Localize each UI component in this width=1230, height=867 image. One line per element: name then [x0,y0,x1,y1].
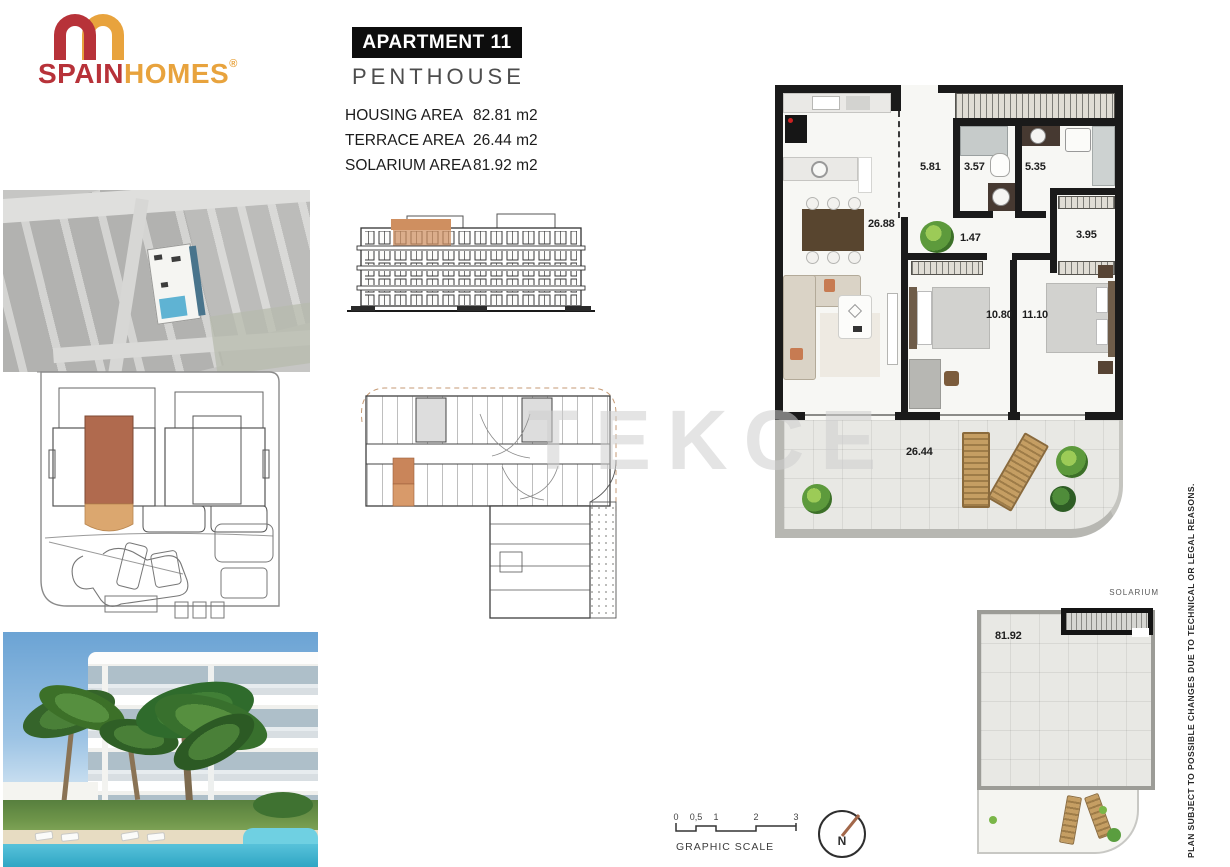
bathroom-vanity [988,183,1015,211]
wall [775,85,783,420]
site-plan-drawing [25,366,293,624]
living-area-value: 26.88 [868,218,895,230]
plant-icon [1099,806,1107,814]
table-decor [848,304,862,318]
solarium-area-label: SOLARIUM AREA [345,156,472,174]
sofa-pillow [824,279,835,292]
bath1-area-value: 3.57 [964,161,985,173]
wall [1010,260,1017,412]
scale-tick-3: 3 [793,812,799,822]
stove-burner [788,118,793,123]
aerial-satellite-image [3,190,310,372]
desk [909,359,941,409]
dining-table [802,209,864,251]
wall [1022,211,1046,218]
solarium-area-value: 81.92 m2 [473,156,538,174]
shower-tray [1065,128,1091,152]
housing-area-label: HOUSING AREA [345,106,463,124]
north-label: N [837,834,847,848]
coffee-table [838,295,872,339]
plant-icon [920,221,954,253]
roof-unit [154,254,163,260]
wall [775,85,896,93]
bed-headboard [909,287,917,349]
sofa-chaise [783,275,816,380]
terrace [775,420,1123,538]
swimming-pool [3,844,318,867]
washbasin [1030,128,1046,144]
registered-mark: ® [229,58,238,70]
sofa-pillow [790,348,803,360]
dining-chair [827,197,840,210]
dining-chair [806,251,819,264]
apartment-subtitle: PENTHOUSE [352,64,525,89]
bed-headboard [1108,281,1115,357]
scale-tick-1: 1 [713,812,719,822]
terrace-area-value: 26.44 [906,446,933,458]
sun-lounger [1059,795,1082,845]
scale-label: GRAPHIC SCALE [676,841,775,853]
entry-wardrobe [955,93,1115,119]
bed-pillow [1096,319,1108,345]
remote [853,326,862,332]
graphic-scale [672,810,804,858]
logo-word-spain: SPAIN [38,58,124,89]
kitchen-appliance [812,96,840,110]
kitchen-appliance [846,96,870,110]
plant-icon [989,816,997,824]
red-arch-icon [54,14,96,60]
area-row-terrace [345,128,605,153]
stove [785,115,807,143]
wall [1050,188,1123,195]
bed-pillow [1096,287,1108,313]
stairs-landing [1132,628,1149,637]
wall [953,118,960,218]
main-floor-plan [770,85,1128,540]
scale-tick-05: 0,5 [689,812,703,822]
swimming-pool [159,296,188,319]
area-summary [345,103,605,178]
bedroom1-wardrobe [911,261,983,275]
corridor-area-value: 1.47 [960,232,981,244]
wall [775,412,805,420]
wall [953,118,1115,126]
plant-icon [802,484,832,514]
scale-tick-0: 0 [673,812,679,822]
solarium-area-value: 81.92 [995,630,1022,642]
wall [1115,85,1123,420]
bush-icon [1050,486,1076,512]
wall [901,217,908,412]
wall [953,211,993,218]
disclaimer-text: PLAN SUBJECT TO POSSIBLE CHANGES DUE TO TECHNICAL OR LEGAL REASONS. [1186,483,1196,858]
highlighted-building [147,243,201,324]
bath2-area-value: 5.35 [1025,161,1046,173]
solarium-stairs [1061,608,1153,635]
spain-homes-logo [38,12,258,92]
kitchen-island [858,157,872,193]
north-arrow-icon [814,806,870,862]
housing-area-value: 82.81 m2 [473,106,538,124]
solarium-lower-deck [977,790,1139,854]
bedroom2-area-value: 11.10 [1022,309,1048,321]
dining-chair [827,251,840,264]
wall [895,412,940,420]
wall [1015,126,1022,218]
shower-glass [1092,126,1115,186]
roof-unit [161,282,169,288]
bedroom1-area-value: 10.80 [986,309,1013,321]
wall [1008,412,1020,420]
kitchen-sink [811,161,828,178]
dressing-wardrobe [1058,196,1115,209]
tv-unit [887,293,898,365]
dining-chair [806,197,819,210]
scale-tick-2: 2 [753,812,759,822]
terrace-area-label: TERRACE AREA [345,131,465,149]
wall [1050,188,1057,273]
hall-area-value: 5.81 [920,161,941,173]
solarium-floor [977,610,1155,790]
wall [938,85,1123,93]
scale-bar [676,823,796,831]
sun-lounger [962,432,990,508]
tekce-watermark: TEKCE [527,393,893,487]
single-bed [932,287,990,349]
glass-door-sill [775,414,1123,416]
building-elevation-drawing [345,198,597,320]
toilet [990,153,1010,177]
kitchen-boundary-dashed-line [898,111,900,218]
kitchen-counter [783,157,858,181]
wall [891,85,901,111]
sun-lounger [987,432,1049,512]
nightstand [1098,361,1113,374]
roof-unit [171,256,181,262]
building-render-photo [3,632,318,867]
bed-pillow [917,291,932,345]
wall [1085,412,1123,420]
roof-band [88,652,318,664]
area-row-solarium [345,153,605,178]
chair [944,371,959,386]
dressing-area-value: 3.95 [1076,229,1097,241]
kitchen-counter [783,93,891,113]
plant-icon [1107,828,1121,842]
washbasin [992,188,1010,206]
solarium-title: SOLARIUM [1109,588,1159,597]
dining-chair [848,197,861,210]
logo-wordmark [38,58,238,90]
key-plan-drawing [352,366,624,632]
nightstand [1098,265,1113,278]
bathroom-vanity [1022,126,1060,146]
dining-chair [848,251,861,264]
logo-word-homes: HOMES [124,58,230,89]
shower [960,126,1008,156]
area-row-housing [345,103,605,128]
apartment-title: APARTMENT 11 [352,27,522,58]
terrace-area-value: 26.44 m2 [473,131,538,149]
solarium-plan [965,588,1161,858]
wall [1012,253,1050,260]
plant-icon [1056,446,1088,478]
wall [901,253,987,260]
bush [253,792,313,818]
